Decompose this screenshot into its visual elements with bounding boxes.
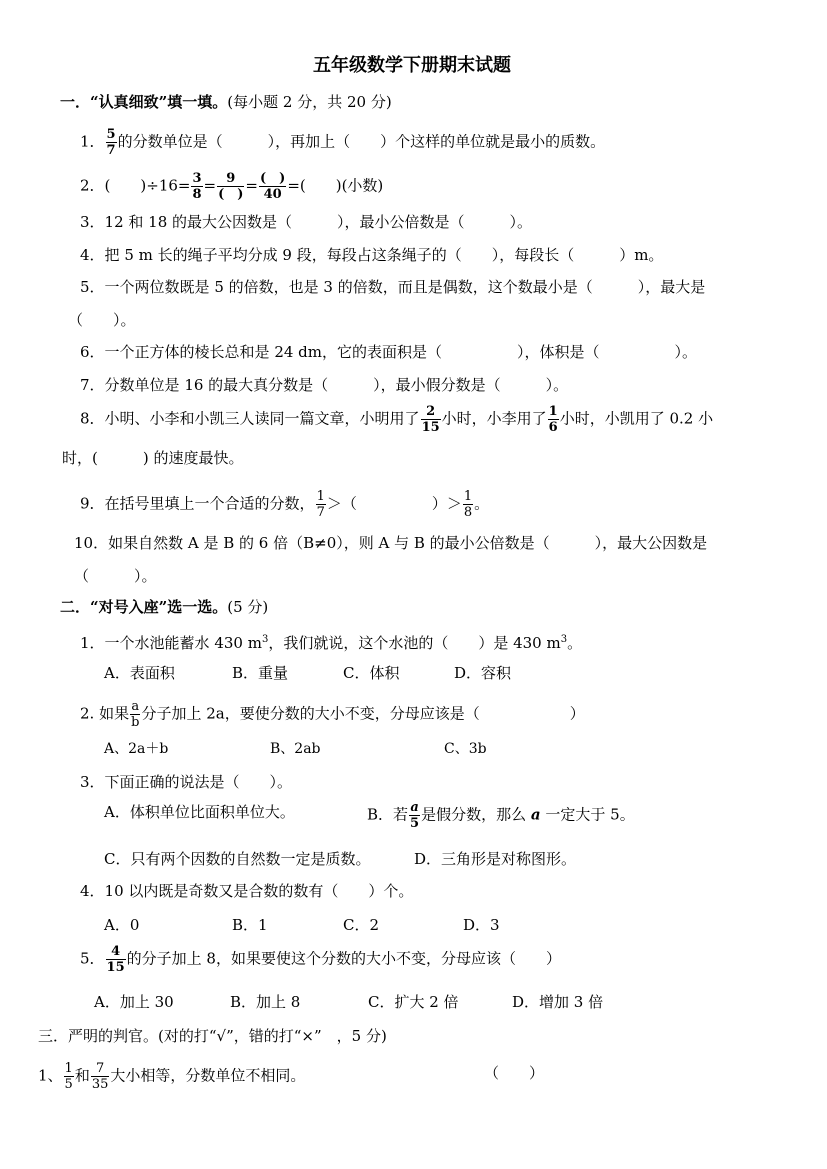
q1-5-cont: （ ）。 (68, 311, 136, 329)
q2-2: 2. 如果 $\frac{a}{b}$ 分子加上 2a，要使分数的大小不变，分母应该是（ ） (80, 699, 585, 730)
q2-5-opt-d: D．增加 3 倍 (512, 993, 604, 1011)
q1-9: 9．在括号里填上一个合适的分数， $\frac{1}{7}$ ＞（ ）＞ $\frac{1}{8}$ 。 (80, 489, 490, 520)
q2-3-opt-a: A．体积单位比面积单位大。 (104, 803, 295, 821)
q1-8-cont: 时，( ) 的速度最快。 (62, 449, 244, 467)
q2-5-opt-c: C．扩大 2 倍 (368, 993, 459, 1011)
q2-3-opt-b: B．若 $\frac{a}{5}$ 是假分数，那么 a 一定大于 5。 (367, 800, 635, 831)
section1-heading: 一．“认真细致”填一填。(每小题 2 分，共 20 分) (60, 93, 392, 111)
q2-1: 1．一个水池能蓄水 430 $m^3$，我们就说，这个水池的（ ）是 430 $m^3$。 (80, 634, 583, 652)
q2-5-opt-b: B．加上 8 (230, 993, 301, 1011)
q2-4: 4．10 以内既是奇数又是合数的数有（ ）个。 (80, 882, 414, 900)
q3-1-paren: （ ） (484, 1064, 545, 1082)
q1-7: 7．分数单位是 16 的最大真分数是（ ），最小假分数是（ ）。 (80, 376, 569, 394)
q2-1-opt-c: C．体积 (343, 664, 400, 682)
fraction: $\frac{5}{7}$ (106, 127, 116, 158)
q1-10-cont: （ ）。 (74, 567, 157, 585)
q2-1-opt-b: B．重量 (232, 664, 289, 682)
q2-4-opt-a: A．0 (104, 916, 140, 934)
q1-6: 6．一个正方体的棱长总和是 24 dm，它的表面积是（ ），体积是（ ）。 (80, 343, 697, 361)
q3-1: 1、 $\frac{1}{5}$ 和 $\frac{7}{35}$ 大小相等，分数单位不相同。 (38, 1061, 306, 1092)
q2-1-opt-a: A．表面积 (104, 664, 175, 682)
q2-4-opt-b: B．1 (232, 916, 268, 934)
q1-5: 5．一个两位数既是 5 的倍数，也是 3 的倍数，而且是偶数，这个数最小是（ ），最大是 (80, 278, 706, 296)
q1-2: 2．( )÷16= $\frac{3}{8}$ = $\frac{9}{( )}$ = $\frac{( )}{40}$ =( )(小数) (80, 171, 384, 202)
page-title: 五年级数学下册期末试题 (313, 55, 511, 76)
q2-2-opt-c: C、3b (444, 741, 487, 757)
q1-3: 3．12 和 18 的最大公因数是（ ），最小公倍数是（ ）。 (80, 213, 533, 231)
q1-8: 8．小明、小李和小凯三人读同一篇文章，小明用了 $\frac{2}{15}$ 小时，小李用了 $\frac{1}{6}$ 小时，小凯用了 0.2 小 (80, 404, 714, 435)
q2-3-opt-c: C．只有两个因数的自然数一定是质数。 (104, 850, 371, 868)
q2-4-opt-c: C．2 (343, 916, 380, 934)
section2-heading: 二．“对号入座”选一选。(5 分) (60, 598, 269, 616)
q2-5: 5． $\frac{4}{15}$ 的分子加上 8，如果要使这个分数的大小不变，分母应该（ ） (80, 944, 561, 975)
q2-3-opt-d: D．三角形是对称图形。 (414, 850, 577, 868)
q1-10: 10．如果自然数 A 是 B 的 6 倍（B≠0），则 A 与 B 的最小公倍数是（ ），最大公因数是 (74, 534, 708, 552)
q2-2-opt-b: B、2ab (270, 741, 321, 757)
q2-2-opt-a: A、2a＋b (104, 741, 169, 757)
q1-4: 4．把 5 m 长的绳子平均分成 9 段，每段占这条绳子的（ ），每段长（ ）m。 (80, 246, 664, 264)
q2-1-opt-d: D．容积 (454, 664, 512, 682)
q2-3: 3．下面正确的说法是（ ）。 (80, 773, 293, 791)
q1-1: 1． $\frac{5}{7}$ 的分数单位是（ ），再加上（ ）个这样的单位就是最小的质数。 (80, 127, 606, 158)
section3-heading: 三．严明的判官。(对的打“√”，错的打“×” ，5 分) (38, 1027, 387, 1045)
q2-5-opt-a: A．加上 30 (94, 993, 174, 1011)
q2-4-opt-d: D．3 (463, 916, 500, 934)
